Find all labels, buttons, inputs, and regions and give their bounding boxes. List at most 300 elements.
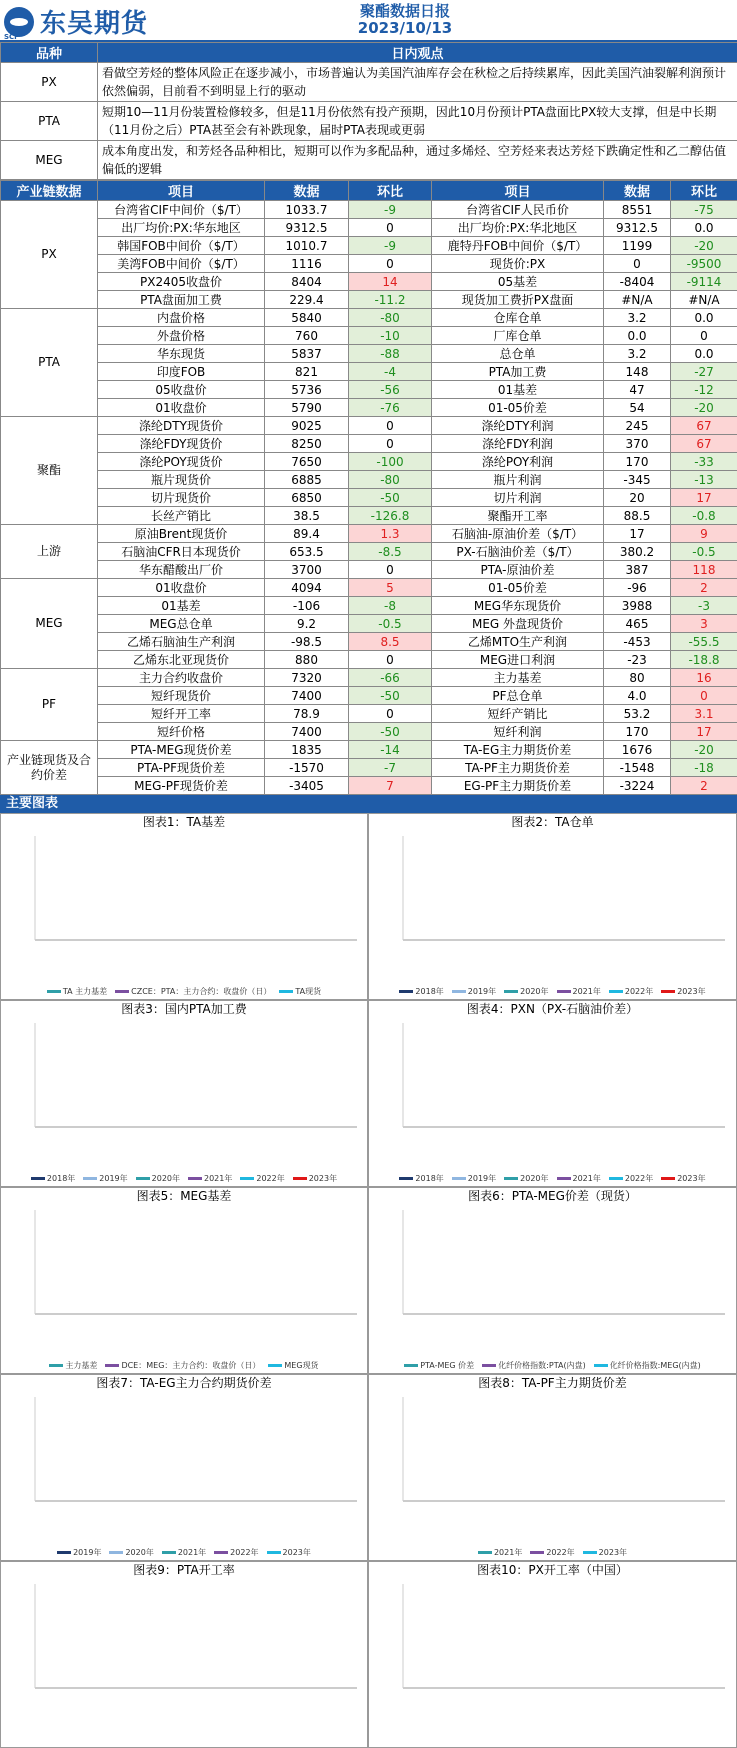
item-name: MEG华东现货价 <box>432 597 604 615</box>
table-row <box>1 399 737 417</box>
legend-item <box>240 1174 284 1183</box>
item-name: 01收盘价 <box>98 399 265 417</box>
chart-plot <box>369 830 735 970</box>
item-name: 出厂均价:PX:华北地区 <box>432 219 604 237</box>
item-change: -76 <box>349 399 432 417</box>
legend-swatch <box>240 1177 254 1180</box>
item-change: -80 <box>349 471 432 489</box>
legend-item <box>279 987 321 996</box>
legend-swatch <box>583 1551 597 1554</box>
item-change: #N/A <box>671 291 737 309</box>
chart-panel <box>0 1187 368 1374</box>
group-name: PTA <box>1 309 98 417</box>
item-change: 67 <box>671 417 737 435</box>
table-row <box>1 669 737 687</box>
legend-item <box>267 1548 311 1557</box>
chart-legend <box>369 1173 736 1184</box>
table-row <box>1 741 737 759</box>
item-change: -13 <box>671 471 737 489</box>
legend-label: 2023年 <box>283 1548 311 1557</box>
item-value: 9.2 <box>265 615 349 633</box>
head-value: 数据 <box>265 181 349 201</box>
item-value: 9312.5 <box>604 219 671 237</box>
chart-panel <box>0 1000 368 1187</box>
table-row <box>1 309 737 327</box>
item-change: -12 <box>671 381 737 399</box>
item-value: -8404 <box>604 273 671 291</box>
legend-label: 2023年 <box>599 1548 627 1557</box>
legend-swatch <box>530 1551 544 1554</box>
legend-item <box>557 987 601 996</box>
item-change: 17 <box>671 489 737 507</box>
item-value: 0 <box>604 255 671 273</box>
legend-item <box>557 1174 601 1183</box>
head-change: 环比 <box>349 181 432 201</box>
legend-swatch <box>661 1177 675 1180</box>
table-row <box>1 453 737 471</box>
item-name: 05基差 <box>432 273 604 291</box>
item-value: 760 <box>265 327 349 345</box>
item-change: -20 <box>671 399 737 417</box>
chart-plot <box>369 1204 735 1344</box>
item-change: 0.0 <box>671 345 737 363</box>
legend-item <box>530 1548 574 1557</box>
legend-item <box>214 1548 258 1557</box>
item-value: 7320 <box>265 669 349 687</box>
chart-plot <box>369 1017 735 1157</box>
chart-panel <box>368 813 737 1000</box>
chart-legend <box>369 986 736 997</box>
item-change: 0 <box>349 219 432 237</box>
brand-name-en: SCF <box>4 33 19 41</box>
item-value: 88.5 <box>604 507 671 525</box>
head-change: 环比 <box>671 181 737 201</box>
legend-swatch <box>293 1177 307 1180</box>
item-name: 聚酯开工率 <box>432 507 604 525</box>
item-name: 涤纶POY现货价 <box>98 453 265 471</box>
item-name: 01基差 <box>432 381 604 399</box>
item-name: 切片现货价 <box>98 489 265 507</box>
legend-item <box>162 1548 206 1557</box>
legend-swatch <box>115 990 129 993</box>
item-value: -96 <box>604 579 671 597</box>
item-change: 0 <box>671 687 737 705</box>
item-change: 0 <box>349 435 432 453</box>
industry-data-table <box>0 180 737 795</box>
item-value: -98.5 <box>265 633 349 651</box>
item-value: 821 <box>265 363 349 381</box>
item-name: 瓶片利润 <box>432 471 604 489</box>
legend-swatch <box>504 1177 518 1180</box>
legend-label: 2021年 <box>573 987 601 996</box>
item-name: 短纤产销比 <box>432 705 604 723</box>
table-row <box>1 759 737 777</box>
chart-legend <box>1 1360 367 1371</box>
item-change: -9 <box>349 237 432 255</box>
legend-swatch <box>267 1551 281 1554</box>
item-value: -453 <box>604 633 671 651</box>
chart-plot <box>369 1391 735 1531</box>
legend-label: PTA-MEG 价差 <box>420 1361 474 1370</box>
table-row <box>1 291 737 309</box>
legend-item <box>452 1174 496 1183</box>
legend-label: 主力基差 <box>65 1361 97 1370</box>
item-value: 148 <box>604 363 671 381</box>
item-name: 出厂均价:PX:华东地区 <box>98 219 265 237</box>
item-name: 台湾省CIF中间价（$/T） <box>98 201 265 219</box>
chart-title: 图表2：TA仓单 <box>369 814 736 830</box>
item-name: 厂库仓单 <box>432 327 604 345</box>
chart-title: 图表7：TA-EG主力合约期货价差 <box>1 1375 367 1391</box>
item-change: 0 <box>349 255 432 273</box>
legend-item <box>583 1548 627 1557</box>
legend-item <box>478 1548 522 1557</box>
item-name: TA-PF主力期货价差 <box>432 759 604 777</box>
item-value: 1835 <box>265 741 349 759</box>
table-row <box>1 777 737 795</box>
group-name: PF <box>1 669 98 741</box>
legend-swatch <box>504 990 518 993</box>
chart-legend <box>369 1360 736 1371</box>
item-name: PTA盘面加工费 <box>98 291 265 309</box>
item-value: 170 <box>604 453 671 471</box>
item-value: 1033.7 <box>265 201 349 219</box>
item-value: 1676 <box>604 741 671 759</box>
item-name: 主力基差 <box>432 669 604 687</box>
table-row <box>1 201 737 219</box>
item-change: 0 <box>349 417 432 435</box>
item-value: -1548 <box>604 759 671 777</box>
item-value: 54 <box>604 399 671 417</box>
legend-item <box>452 987 496 996</box>
legend-item <box>115 987 271 996</box>
item-change: 0 <box>349 651 432 669</box>
table-row <box>1 507 737 525</box>
chart-panel <box>0 813 368 1000</box>
item-name: PF总仓单 <box>432 687 604 705</box>
item-change: -3 <box>671 597 737 615</box>
item-name: 台湾省CIF人民币价 <box>432 201 604 219</box>
table-row <box>1 381 737 399</box>
table-row <box>1 435 737 453</box>
item-value: 8404 <box>265 273 349 291</box>
item-name: 涤纶DTY利润 <box>432 417 604 435</box>
chart-plot <box>1 830 367 970</box>
view-head-product: 品种 <box>1 43 98 63</box>
item-change: 3.1 <box>671 705 737 723</box>
chart-panel <box>0 1374 368 1561</box>
item-name: 内盘价格 <box>98 309 265 327</box>
legend-swatch <box>452 990 466 993</box>
daily-view-table <box>0 42 737 180</box>
item-change: 5 <box>349 579 432 597</box>
item-value: -345 <box>604 471 671 489</box>
head-item: 项目 <box>432 181 604 201</box>
legend-swatch <box>557 990 571 993</box>
legend-item <box>609 1174 653 1183</box>
chart-title: 图表4：PXN（PX-石脑油价差） <box>369 1001 736 1017</box>
item-name: 01基差 <box>98 597 265 615</box>
item-value: -1570 <box>265 759 349 777</box>
item-change: -8.5 <box>349 543 432 561</box>
item-value: 4094 <box>265 579 349 597</box>
item-value: 387 <box>604 561 671 579</box>
item-change: -50 <box>349 723 432 741</box>
legend-swatch <box>279 990 293 993</box>
item-value: 20 <box>604 489 671 507</box>
legend-swatch <box>594 1364 608 1367</box>
chart-legend <box>1 1547 367 1558</box>
item-name: 石脑油-原油价差（$/T） <box>432 525 604 543</box>
legend-swatch <box>49 1364 63 1367</box>
item-change: 9 <box>671 525 737 543</box>
item-value: #N/A <box>604 291 671 309</box>
item-name: TA-EG主力期货价差 <box>432 741 604 759</box>
item-value: 4.0 <box>604 687 671 705</box>
legend-swatch <box>188 1177 202 1180</box>
chart-plot <box>1 1391 367 1531</box>
item-name: 长丝产销比 <box>98 507 265 525</box>
brand-logo <box>4 3 148 40</box>
legend-label: 2019年 <box>468 987 496 996</box>
item-change: -88 <box>349 345 432 363</box>
group-name: MEG <box>1 579 98 669</box>
legend-item <box>504 1174 548 1183</box>
item-change: 2 <box>671 579 737 597</box>
chart-plot <box>1 1204 367 1344</box>
head-item: 项目 <box>98 181 265 201</box>
legend-label: 2022年 <box>230 1548 258 1557</box>
legend-swatch <box>57 1551 71 1554</box>
item-name: 石脑油CFR日本现货价 <box>98 543 265 561</box>
item-name: 印度FOB <box>98 363 265 381</box>
group-name: PX <box>1 201 98 309</box>
item-change: 14 <box>349 273 432 291</box>
legend-item <box>47 987 107 996</box>
legend-label: CZCE：PTA：主力合约：收盘价（日） <box>131 987 271 996</box>
item-name: PX-石脑油价差（$/T） <box>432 543 604 561</box>
legend-label: 2023年 <box>677 987 705 996</box>
item-value: 5840 <box>265 309 349 327</box>
legend-swatch <box>404 1364 418 1367</box>
table-row <box>1 525 737 543</box>
report-title-block <box>300 3 510 37</box>
item-value: 1199 <box>604 237 671 255</box>
report-date: 2023/10/13 <box>300 20 510 37</box>
item-change: 0 <box>349 561 432 579</box>
item-name: MEG进口利润 <box>432 651 604 669</box>
chart-title: 图表5：MEG基差 <box>1 1188 367 1204</box>
legend-label: 2023年 <box>309 1174 337 1183</box>
legend-item <box>57 1548 101 1557</box>
item-value: 5790 <box>265 399 349 417</box>
legend-item <box>504 987 548 996</box>
chart-legend <box>1 986 367 997</box>
legend-item <box>609 987 653 996</box>
item-value: 47 <box>604 381 671 399</box>
item-name: 鹿特丹FOB中间价（$/T） <box>432 237 604 255</box>
legend-swatch <box>162 1551 176 1554</box>
legend-item <box>136 1174 180 1183</box>
item-name: 乙烯石脑油生产利润 <box>98 633 265 651</box>
item-value: 5736 <box>265 381 349 399</box>
table-row <box>1 723 737 741</box>
chart-panel <box>0 1561 368 1748</box>
legend-swatch <box>609 1177 623 1180</box>
legend-label: 2020年 <box>125 1548 153 1557</box>
item-change: -33 <box>671 453 737 471</box>
report-header <box>0 0 737 42</box>
item-value: 3988 <box>604 597 671 615</box>
item-value: 6850 <box>265 489 349 507</box>
report-title: 聚酯数据日报 <box>300 3 510 20</box>
item-change: -50 <box>349 687 432 705</box>
item-change: 67 <box>671 435 737 453</box>
item-value: 1010.7 <box>265 237 349 255</box>
item-change: 0.0 <box>671 309 737 327</box>
item-value: 170 <box>604 723 671 741</box>
legend-swatch <box>661 990 675 993</box>
table-row <box>1 471 737 489</box>
item-change: 8.5 <box>349 633 432 651</box>
item-value: 5837 <box>265 345 349 363</box>
item-name: PTA-原油价差 <box>432 561 604 579</box>
item-change: -0.8 <box>671 507 737 525</box>
item-name: 01收盘价 <box>98 579 265 597</box>
item-name: 瓶片现货价 <box>98 471 265 489</box>
legend-label: 2019年 <box>99 1174 127 1183</box>
table-row <box>1 363 737 381</box>
item-change: -9114 <box>671 273 737 291</box>
item-name: PTA-PF现货价差 <box>98 759 265 777</box>
item-name: PTA-MEG现货价差 <box>98 741 265 759</box>
chart-panel <box>368 1000 737 1187</box>
item-change: 118 <box>671 561 737 579</box>
item-value: 880 <box>265 651 349 669</box>
legend-label: 2022年 <box>625 1174 653 1183</box>
item-value: 9025 <box>265 417 349 435</box>
view-text: 看做空芳烃的整体风险正在逐步减小，市场普遍认为美国汽油库存会在秋检之后持续累库，因此美国汽油裂解利润预计依然偏弱，目前看不到明显上行的驱动 <box>98 63 737 102</box>
item-change: -18.8 <box>671 651 737 669</box>
item-name: PX2405收盘价 <box>98 273 265 291</box>
legend-item <box>661 987 705 996</box>
item-change: -50 <box>349 489 432 507</box>
legend-label: 2021年 <box>494 1548 522 1557</box>
legend-item <box>268 1361 318 1370</box>
legend-label: 2019年 <box>73 1548 101 1557</box>
item-value: 370 <box>604 435 671 453</box>
legend-label: DCE：MEG：主力合约：收盘价（日） <box>121 1361 260 1370</box>
item-name: 切片利润 <box>432 489 604 507</box>
legend-label: TA现货 <box>295 987 321 996</box>
item-name: 主力合约收盘价 <box>98 669 265 687</box>
item-value: 6885 <box>265 471 349 489</box>
item-change: -10 <box>349 327 432 345</box>
item-name: 涤纶FDY利润 <box>432 435 604 453</box>
item-change: -9 <box>349 201 432 219</box>
legend-label: TA 主力基差 <box>63 987 107 996</box>
item-change: -80 <box>349 309 432 327</box>
item-value: 245 <box>604 417 671 435</box>
item-value: 80 <box>604 669 671 687</box>
legend-swatch <box>214 1551 228 1554</box>
item-change: 16 <box>671 669 737 687</box>
item-name: 短纤开工率 <box>98 705 265 723</box>
legend-label: 2019年 <box>468 1174 496 1183</box>
table-row <box>1 579 737 597</box>
head-value: 数据 <box>604 181 671 201</box>
legend-item <box>399 1174 443 1183</box>
view-text: 成本角度出发，和芳烃各品种相比，短期可以作为多配品种，通过多烯烃、空芳烃来表达芳烃下跌确定性和乙二醇估值偏低的逻辑 <box>98 141 737 180</box>
item-name: 乙烯MTO生产利润 <box>432 633 604 651</box>
table-row <box>1 345 737 363</box>
group-name: 上游 <box>1 525 98 579</box>
item-change: -55.5 <box>671 633 737 651</box>
legend-label: 2021年 <box>204 1174 232 1183</box>
chart-title: 图表1：TA基差 <box>1 814 367 830</box>
legend-item <box>661 1174 705 1183</box>
item-change: -11.2 <box>349 291 432 309</box>
chart-panel <box>368 1561 737 1748</box>
item-name: 01-05价差 <box>432 579 604 597</box>
item-change: -4 <box>349 363 432 381</box>
item-change: -100 <box>349 453 432 471</box>
item-name: 华东醋酸出厂价 <box>98 561 265 579</box>
item-value: -3405 <box>265 777 349 795</box>
table-row <box>1 237 737 255</box>
item-value: 78.9 <box>265 705 349 723</box>
legend-item <box>482 1361 586 1370</box>
chart-title: 图表9：PTA开工率 <box>1 1562 367 1578</box>
legend-label: 2020年 <box>152 1174 180 1183</box>
item-change: -20 <box>671 237 737 255</box>
table-row <box>1 273 737 291</box>
item-change: 1.3 <box>349 525 432 543</box>
chart-plot <box>1 1578 367 1718</box>
table-row <box>1 597 737 615</box>
item-name: 涤纶DTY现货价 <box>98 417 265 435</box>
charts-grid <box>0 813 737 1748</box>
view-head-opinion: 日内观点 <box>98 43 737 63</box>
legend-swatch <box>609 990 623 993</box>
item-change: -0.5 <box>349 615 432 633</box>
legend-item <box>293 1174 337 1183</box>
legend-item <box>83 1174 127 1183</box>
item-change: -75 <box>671 201 737 219</box>
item-name: 涤纶FDY现货价 <box>98 435 265 453</box>
table-row <box>1 615 737 633</box>
legend-label: 化纤价格指数:MEG(内盘) <box>610 1361 701 1370</box>
legend-swatch <box>268 1364 282 1367</box>
legend-item <box>404 1361 474 1370</box>
item-name: 涤纶POY利润 <box>432 453 604 471</box>
legend-item <box>594 1361 701 1370</box>
item-name: 短纤价格 <box>98 723 265 741</box>
item-value: 17 <box>604 525 671 543</box>
table-row <box>1 633 737 651</box>
item-name: 总仓单 <box>432 345 604 363</box>
chart-legend <box>369 1547 736 1558</box>
legend-label: 2018年 <box>415 987 443 996</box>
item-name: 外盘价格 <box>98 327 265 345</box>
legend-swatch <box>482 1364 496 1367</box>
chart-title: 图表8：TA-PF主力期货价差 <box>369 1375 736 1391</box>
item-change: -9500 <box>671 255 737 273</box>
legend-swatch <box>399 1177 413 1180</box>
legend-item <box>49 1361 97 1370</box>
legend-item <box>105 1361 260 1370</box>
item-value: 53.2 <box>604 705 671 723</box>
